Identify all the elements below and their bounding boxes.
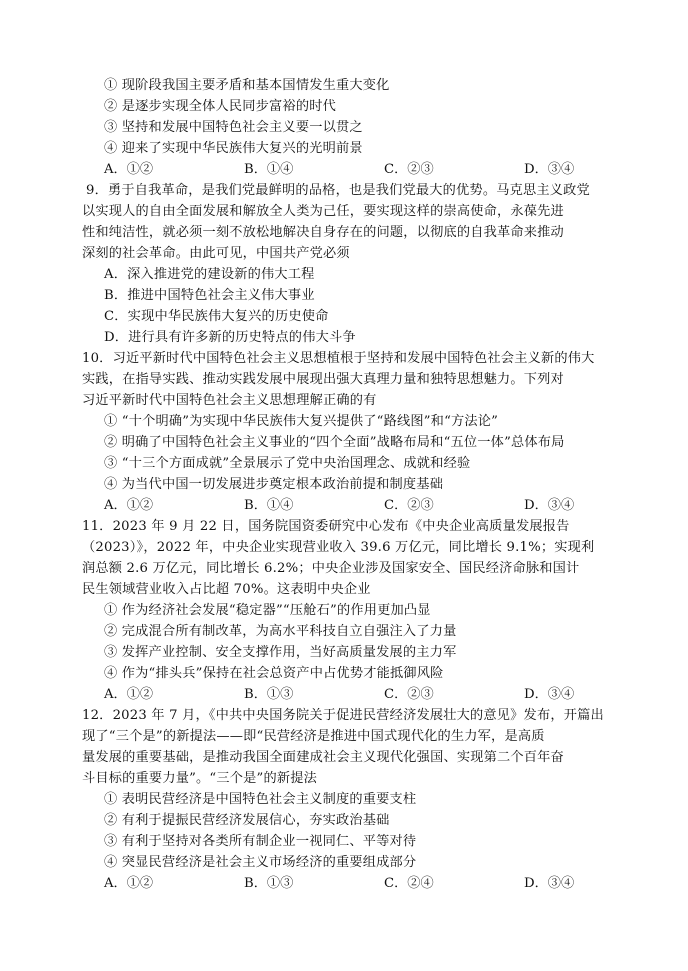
q10-stem-line-2: 实践，在指导实践、推动实践发展中展现出强大真理力量和独特思想魅力。下列对 [82, 372, 564, 387]
q8-item-1: ① 现阶段我国主要矛盾和基本国情发生重大变化 [104, 78, 390, 93]
q12-option-c[interactable]: C．②④ [384, 876, 434, 891]
q9-stem-line-4: 深刻的社会革命。由此可见，中国共产党必须 [82, 246, 350, 261]
q11-item-1: ① 作为经济社会发展“稳定器”“压舱石”的作用更加凸显 [104, 603, 431, 618]
q8-item-4: ④ 迎来了实现中华民族伟大复兴的光明前景 [104, 141, 363, 156]
q11-stem-line-1: 11．2023 年 9 月 22 日，国务院国资委研究中心发布《中央企业高质量发展报告 [82, 519, 570, 534]
q10-options [104, 497, 575, 515]
q12-options [104, 875, 575, 893]
q10-option-b[interactable]: B．①④ [244, 498, 294, 513]
q12-option-b[interactable]: B．①③ [244, 876, 294, 891]
q11-option-a[interactable]: A．①② [104, 687, 154, 702]
q12-option-a[interactable]: A．①② [104, 876, 154, 891]
q11-option-b[interactable]: B．①③ [244, 687, 294, 702]
q9-choice-c[interactable]: C．实现中华民族伟大复兴的历史使命 [104, 309, 329, 324]
q11-stem-line-3: 润总额 2.6 万亿元，同比增长 6.2%；中央企业涉及国家安全、国民经济命脉和国计 [82, 561, 580, 576]
q12-stem-line-2: 现了“三个是”的新提法——即“民营经济是推进中国式现代化的生力军，是高质 [82, 729, 545, 744]
q8-option-a[interactable]: A．①② [104, 162, 154, 177]
q10-item-2: ② 明确了中国特色社会主义事业的“四个全面”战略布局和“五位一体”总体布局 [104, 435, 565, 450]
q11-stem-line-4: 民生领域营业收入占比超 70%。这表明中央企业 [82, 582, 371, 597]
q11-option-d[interactable]: D．③④ [524, 687, 575, 702]
q12-item-4: ④ 突显民营经济是社会主义市场经济的重要组成部分 [104, 855, 417, 870]
q10-item-3: ③ “十三个方面成就”全景展示了党中央治国理念、成就和经验 [104, 456, 471, 471]
q8-option-d[interactable]: D．③④ [524, 162, 575, 177]
q9-stem-line-2: 以实现人的自由全面发展和解放全人类为己任，要实现这样的崇高使命，永葆先进 [82, 204, 564, 219]
q9-choice-d[interactable]: D．进行具有许多新的历史特点的伟大斗争 [104, 330, 356, 345]
q8-item-2: ② 是逐步实现全体人民同步富裕的时代 [104, 99, 336, 114]
q9-choice-a[interactable]: A．深入推进党的建设新的伟大工程 [104, 267, 315, 282]
q8-option-b[interactable]: B．①④ [244, 162, 294, 177]
q12-option-d[interactable]: D．③④ [524, 876, 575, 891]
q9-choice-b[interactable]: B．推进中国特色社会主义伟大事业 [104, 288, 315, 303]
q11-item-3: ③ 发挥产业控制、安全支撑作用，当好高质量发展的主力军 [104, 645, 457, 660]
q12-item-3: ③ 有利于坚持对各类所有制企业一视同仁、平等对待 [104, 834, 417, 849]
q12-item-2: ② 有利于提振民营经济发展信心，夯实政治基础 [104, 813, 390, 828]
q11-item-2: ② 完成混合所有制改革，为高水平科技自立自强注入了力量 [104, 624, 457, 639]
q12-stem-line-1: 12．2023 年 7 月，《中共中央国务院关于促进民营经济发展壮大的意见》发布，开篇出 [82, 708, 604, 723]
q11-item-4: ④ 作为“排头兵”保持在社会总资产中占优势才能抵御风险 [104, 666, 444, 681]
q12-stem-line-4: 斗目标的重要力量”。“三个是”的新提法 [82, 771, 318, 786]
q11-stem-line-2: （2023）》，2022 年，中央企业实现营业收入 39.6 万亿元，同比增长 9.1%；实现利 [82, 540, 595, 555]
q12-stem-line-3: 量发展的重要基础，是推动我国全面建成社会主义现代化强国、实现第二个百年奋 [82, 750, 564, 765]
q12-item-1: ① 表明民营经济是中国特色社会主义制度的重要支柱 [104, 792, 417, 807]
q11-options [104, 686, 575, 704]
q9-stem-line-1: 9．勇于自我革命，是我们党最鲜明的品格，也是我们党最大的优势。马克思主义政党 [86, 183, 590, 198]
q10-option-d[interactable]: D．③④ [524, 498, 575, 513]
q8-option-c[interactable]: C．②③ [384, 162, 434, 177]
q8-item-3: ③ 坚持和发展中国特色社会主义要一以贯之 [104, 120, 363, 135]
q8-options [104, 161, 575, 179]
q10-item-1: ① “十个明确”为实现中华民族伟大复兴提供了“路线图”和“方法论” [104, 414, 499, 429]
q11-option-c[interactable]: C．②③ [384, 687, 434, 702]
q10-option-a[interactable]: A．①② [104, 498, 154, 513]
q10-stem-line-1: 10．习近平新时代中国特色社会主义思想植根于坚持和发展中国特色社会主义新的伟大 [82, 351, 595, 366]
q10-option-c[interactable]: C．②③ [384, 498, 434, 513]
q10-item-4: ④ 为当代中国一切发展进步奠定根本政治前提和制度基础 [104, 477, 444, 492]
q10-stem-line-3: 习近平新时代中国特色社会主义思想理解正确的有 [82, 393, 377, 408]
q9-stem-line-3: 性和纯洁性，就必须一刻不放松地解决自身存在的问题，以彻底的自我革命来推动 [82, 225, 564, 240]
